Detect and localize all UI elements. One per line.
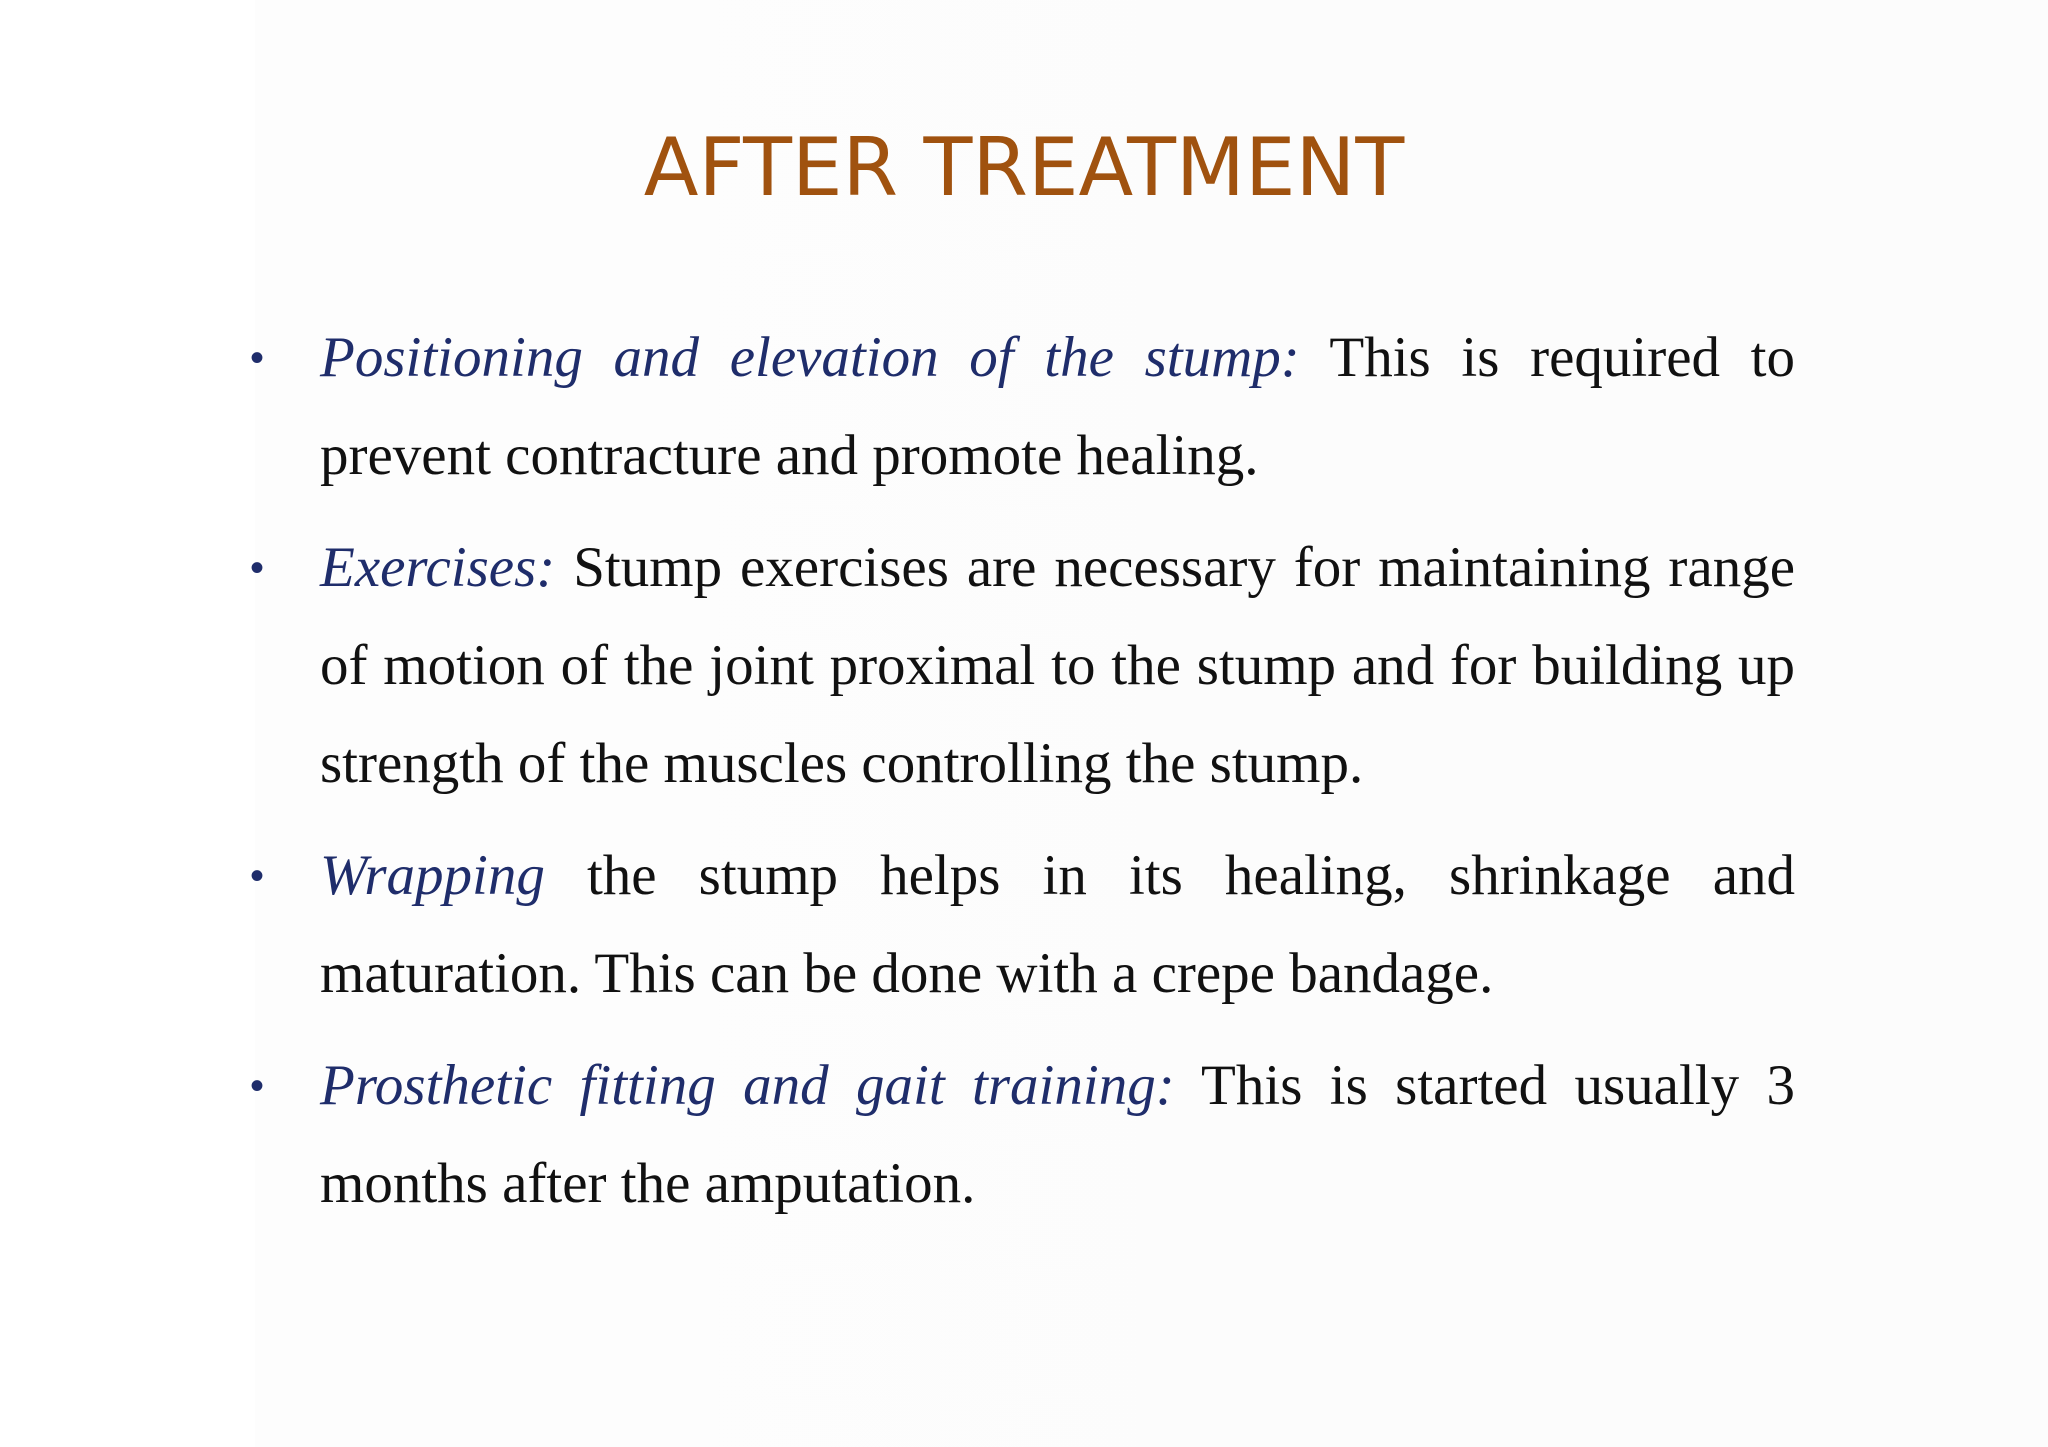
- bullet-icon: •: [250, 854, 265, 898]
- bullet-icon: •: [250, 1064, 265, 1108]
- bullet-item-prosthetic: [250, 1037, 1795, 1233]
- bullet-item-exercises: [250, 519, 1795, 813]
- slide-title: AFTER TREATMENT: [643, 121, 1405, 214]
- bullet-icon: •: [250, 336, 265, 380]
- bullet-lead: Prosthetic fitting and gait training:: [320, 1054, 1175, 1117]
- bullet-item-wrapping: [250, 827, 1795, 1023]
- bullet-lead: Exercises:: [320, 536, 556, 599]
- bullet-text: Stump exercises are necessary for maintaining range of motion of the joint proximal to the stump and for building up strength of the muscles controlling the stump.: [320, 536, 1795, 795]
- bullet-text: This is required to prevent contracture and promote healing.: [320, 326, 1795, 487]
- bullet-text: This is started usually 3 months after the amputation.: [320, 1054, 1795, 1215]
- bullet-icon: •: [250, 546, 265, 590]
- bullet-item-positioning: [250, 309, 1795, 505]
- bullet-text: the stump helps in its healing, shrinkage and maturation. This can be done with a crepe bandage.: [320, 844, 1795, 1005]
- bullet-lead: Positioning and elevation of the stump:: [320, 326, 1300, 389]
- bullet-list: [250, 309, 1795, 1247]
- bullet-lead: Wrapping: [320, 844, 545, 907]
